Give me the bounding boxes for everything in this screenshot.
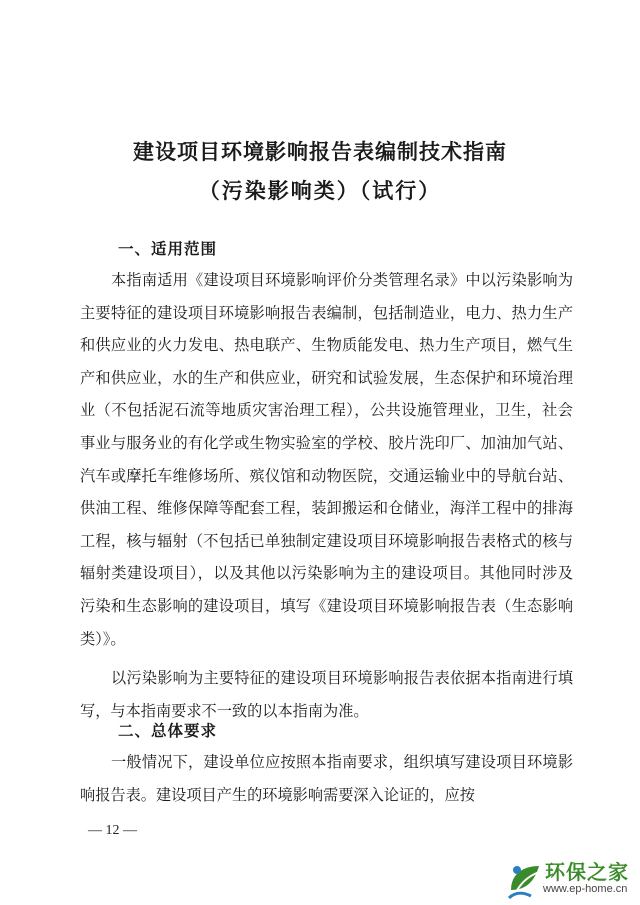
section-heading-scope: 一、适用范围 [118,240,218,258]
watermark-logo [505,856,640,905]
paragraph-scope-note: 以污染影响为主要特征的建设项目环境影响报告表依据本指南进行填写，与本指南要求不一致的以本指南为准。 [80,669,573,720]
section-heading-general: 二、总体要求 [118,722,218,740]
watermark-url: www.ep-home.cn [543,883,628,895]
page-number: — 12 — [88,823,137,838]
document-title: 建设项目环境影响报告表编制技术指南 [133,140,507,164]
paragraph-scope: 本指南适用《建设项目环境影响评价分类管理名录》中以污染影响为主要特征的建设项目环境影响报告表编制，包括制造业，电力、热力生产和供应业的火力发电、热电联产、生物质能发电、热力生产项目，燃气生产和供应业，水的生产和供应业，研究和试验发展，生态保护和环境治理业（不包括泥石流等地质灾害治理工程），公共设施管理业，卫生，社会事业与服务业的有化学或生物实验室的学校、胶片洗印厂、加油加气站、汽车或摩托车维修场所、殡仪馆和动物医院，交通运输业中的导航台站、供油工程、维修保障等配套工程，装卸搬运和仓储业，海洋工程中的排海工程，核与辐射（不包括已单独制定建设项目环境影响报告表格式的核与辐射类建设项目），以及其他以污染影响为主的建设项目。其他同时涉及污染和生态影响的建设项目，填写《建设项目环境影响报告表（生态影响类）》。 [80,271,573,648]
leaf-person-logo-icon [505,860,545,900]
paragraph-general: 一般情况下，建设单位应按照本指南要求，组织填写建设项目环境影响报告表。建设项目产生的环境影响需要深入论证的，应按 [80,753,573,804]
document-subtitle: （污染影响类）（试行） [198,179,442,203]
watermark-name: 环保之家 [545,860,629,884]
